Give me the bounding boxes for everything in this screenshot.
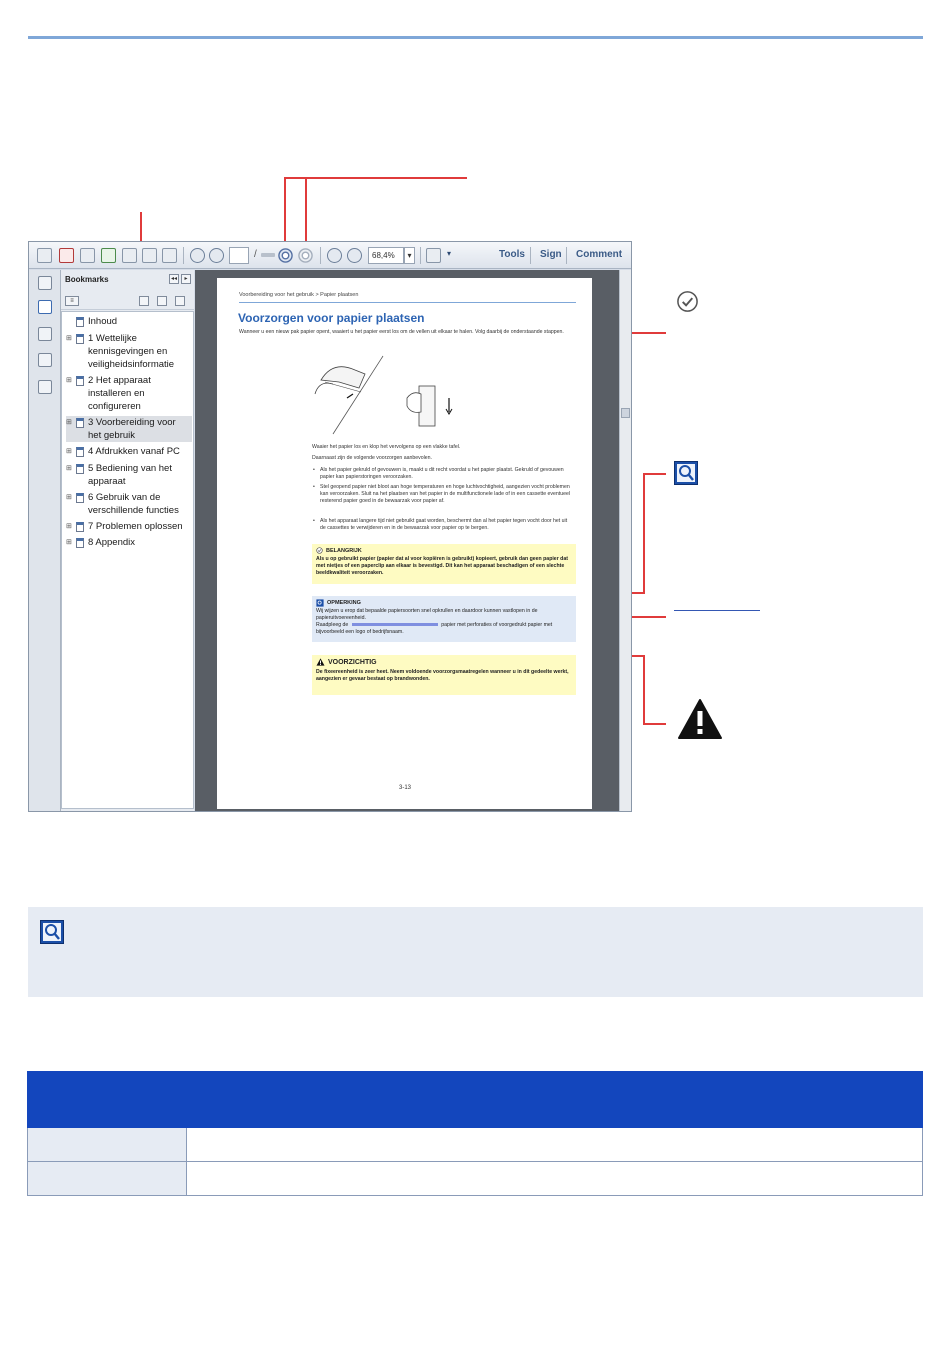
note-icon	[40, 920, 64, 944]
bookmark-page-icon	[76, 522, 84, 532]
bookmark-page-icon	[76, 334, 84, 344]
note-bar	[28, 907, 923, 997]
note-reference	[316, 622, 572, 636]
table-header-row	[28, 1072, 923, 1128]
table-cell	[28, 1128, 187, 1162]
note-icon	[316, 599, 324, 607]
expand-icon[interactable]: ⊞	[66, 465, 72, 472]
bookmark-label: 3 Voorbereiding voor het gebruik	[88, 417, 176, 441]
viewer-toolbar	[29, 242, 631, 269]
recommend-text: Daarnaast zijn de volgende voorzorgen aanbevolen.	[312, 455, 432, 461]
bookmarks-toolbar	[61, 292, 194, 310]
note-text: Wij wijzen u erop dat bepaalde papiersoorten snel opkrullen en daardoor kunnen vastlopen in de papieruitvoereenheid.	[316, 608, 538, 621]
table-cell	[28, 1162, 187, 1196]
email-icon[interactable]	[162, 248, 177, 263]
options-icon[interactable]: ≡	[65, 296, 79, 306]
bookmark-label: 1 Wettelijke kennisgevingen en veiligheidsinformatie	[88, 333, 175, 370]
page-title: Voorzorgen voor papier plaatsen	[238, 311, 425, 325]
callout-nav-left	[284, 177, 286, 247]
bookmark-page-icon	[76, 538, 84, 548]
callout-nav-right	[305, 177, 307, 247]
bookmark-label: 7 Problemen oplossen	[88, 521, 183, 532]
table-cell	[187, 1162, 923, 1196]
bookmarks-panel	[61, 270, 194, 811]
vertical-scrollbar[interactable]	[619, 270, 631, 811]
save-icon[interactable]	[122, 248, 137, 263]
table-header-cell	[28, 1072, 187, 1128]
forward-view-icon[interactable]	[298, 248, 313, 263]
bookmark-item-6[interactable]	[66, 491, 192, 517]
table-row	[28, 1128, 923, 1162]
bookmark-page-icon	[76, 376, 84, 386]
expand-icon[interactable]: ⊞	[66, 494, 72, 501]
page-intro: Wanneer u een nieuw pak papier opent, waaiert u het papier eerst los om de vellen uit elkaar te halen. Volg daarbij de onderstaande stappen.	[239, 329, 564, 335]
delete-bookmark-icon[interactable]	[139, 296, 149, 306]
bookmark-label: 5 Bediening van het apparaat	[88, 463, 172, 487]
bullet-item: • Stel geopend papier niet bloot aan hoge temperaturen en hoge luchtvochtigheid, aangezien vocht problemen kan veroorzaken. Sluit na het plaatsen van het papier in de multifunctionele lade of in een cassette eventueel resterend papier goed in de bewaarzak voor papier af.	[320, 484, 574, 505]
edit-icon[interactable]	[80, 248, 95, 263]
document-page	[217, 278, 592, 809]
bookmarks-icon[interactable]	[38, 300, 52, 314]
sign-tab[interactable]: Sign	[540, 249, 562, 260]
callout-nav-top	[284, 177, 467, 179]
panel-menu-icon[interactable]: ▸	[181, 274, 191, 284]
zoom-in-icon[interactable]	[347, 248, 362, 263]
zoom-input[interactable]: 68,4%	[368, 247, 404, 264]
link-example	[674, 610, 760, 611]
note-ref-suffix: papier met perforaties of voorgedrukt papier met bijvoorbeeld een logo of bedrijfsnaam.	[316, 622, 553, 635]
bookmark-list	[61, 311, 194, 809]
bookmark-item-2[interactable]	[66, 374, 192, 413]
table-row	[28, 1162, 923, 1196]
attachments-icon[interactable]	[38, 327, 52, 341]
bullet-item: • Als het apparaat langere tijd niet gebruikt gaat worden, beschermt dan al het papier tegen vocht door het uit de cassettes te verwijderen en in de bewaarzak voor papier op te bergen.	[320, 518, 574, 532]
pdf-viewer-window	[28, 241, 632, 812]
page-thumbnails-icon[interactable]	[38, 276, 52, 290]
check-circle-icon	[676, 290, 699, 313]
important-box	[312, 544, 576, 584]
note-ref-prefix: Raadpleeg de	[316, 622, 349, 628]
toolbar-separator	[183, 247, 184, 264]
bookmark-page-icon	[76, 493, 84, 503]
toolbar-separator	[420, 247, 421, 264]
toolbar-separator	[530, 247, 531, 264]
expand-icon[interactable]: ⊞	[66, 377, 72, 384]
bookmark-item-3[interactable]	[66, 416, 192, 442]
navigation-icon-strip	[29, 270, 61, 811]
layers-icon[interactable]	[38, 353, 52, 367]
toolbar-separator	[320, 247, 321, 264]
caution-heading	[316, 658, 377, 666]
page-rule	[239, 302, 576, 303]
bookmarks-title: Bookmarks	[65, 275, 109, 284]
expand-icon[interactable]: ⊞	[66, 419, 72, 426]
document-view	[195, 270, 631, 811]
bookmark-item-7[interactable]	[66, 520, 192, 533]
more-tools-chevron[interactable]: ▾	[447, 249, 452, 258]
bookmark-label: 2 Het apparaat installeren en configureren	[88, 375, 151, 412]
bookmark-from-page-icon[interactable]	[175, 296, 185, 306]
caution-box	[312, 655, 576, 695]
check-circle-icon	[316, 547, 323, 554]
expand-icon[interactable]: ⊞	[66, 523, 72, 530]
back-view-icon[interactable]	[278, 248, 293, 263]
bookmark-page-icon	[76, 447, 84, 457]
zoom-dropdown[interactable]: ▾	[404, 247, 415, 264]
callout-caution-v	[643, 655, 645, 725]
top-divider	[28, 36, 923, 39]
bookmark-item-5[interactable]	[66, 462, 192, 488]
collapse-panel-icon[interactable]: ◂◂	[170, 276, 178, 282]
callout-caution-bottom	[643, 723, 666, 725]
note-icon	[674, 461, 698, 485]
bullet-item: • Als het papier gekruld of gevouwen is, maakt u dit recht voordat u het papier plaatst. Gekruld of gevouwen papier kan papierstoringen veroorzaken.	[320, 467, 574, 481]
warning-icon	[677, 698, 723, 740]
bookmark-page-icon	[76, 464, 84, 474]
tools-tab[interactable]: Tools	[499, 249, 525, 260]
note-label: OPMERKING	[327, 600, 361, 606]
export-icon[interactable]	[59, 248, 74, 263]
create-icon[interactable]	[37, 248, 52, 263]
print-icon[interactable]	[142, 248, 157, 263]
paper-fanning-illustration	[313, 354, 465, 436]
page-separator: /	[254, 249, 257, 260]
caution-text: De fixeereenheid is zeer heet. Neem voldoende voorzorgsmaatregelen wanneer u in dit gedeelte werkt, aangezien er gevaar bestaat op brandwonden.	[316, 669, 569, 682]
scroll-thumb[interactable]	[621, 408, 630, 418]
bookmark-page-icon	[76, 317, 84, 327]
page-number: 3-13	[399, 785, 412, 791]
prev-page-icon[interactable]	[190, 248, 205, 263]
bookmark-label: 4 Afdrukken vanaf PC	[88, 446, 180, 457]
bookmark-item-1[interactable]	[66, 332, 192, 371]
conventions-table	[27, 1071, 923, 1196]
bookmark-item-8[interactable]	[66, 536, 192, 549]
table-cell	[187, 1128, 923, 1162]
reference-link[interactable]	[352, 623, 438, 626]
table-header-cell	[187, 1072, 923, 1128]
bookmark-label: Inhoud	[88, 316, 118, 327]
expand-icon[interactable]: ⊞	[66, 335, 72, 342]
callout-note-v	[643, 473, 645, 594]
page-number-input[interactable]	[229, 247, 249, 264]
important-label: BELANGRIJK	[326, 547, 362, 554]
figure-caption: Waaier het papier los en klop het vervolgens op een vlakke tafel.	[312, 444, 461, 450]
caution-label: VOORZICHTIG	[328, 658, 377, 666]
page-breadcrumb: Voorbereiding voor het gebruik > Papier plaatsen	[239, 292, 359, 298]
toolbar-separator	[566, 247, 567, 264]
bookmark-label: 8 Appendix	[88, 537, 136, 548]
upload-icon[interactable]	[101, 248, 116, 263]
important-heading	[316, 547, 362, 554]
bookmark-item-inhoud[interactable]	[66, 315, 192, 328]
callout-note-top	[643, 473, 666, 475]
comment-tab[interactable]: Comment	[576, 249, 623, 260]
important-text: Als u op gebruikt papier (papier dat al voor kopiëren is gebruikt) kopieert, gebruik dan geen papier dat met nietjes of een paperclip aan elkaar is bevestigd. Dit kan het apparaat beschadigen of een slechte beeldkwaliteit veroorzaken.	[316, 556, 568, 576]
note-box	[312, 596, 576, 642]
warning-icon	[316, 658, 325, 666]
bookmark-page-icon	[76, 418, 84, 428]
note-heading	[316, 599, 361, 607]
next-page-icon[interactable]	[209, 248, 224, 263]
bookmarks-header	[61, 270, 194, 290]
zoom-out-icon[interactable]	[327, 248, 342, 263]
bookmark-item-4[interactable]	[66, 445, 192, 458]
bookmark-label: 6 Gebruik van de verschillende functies	[88, 492, 179, 516]
new-bookmark-icon[interactable]	[157, 296, 167, 306]
expand-icon[interactable]: ⊞	[66, 448, 72, 455]
fit-page-icon[interactable]	[426, 248, 441, 263]
page-count-placeholder	[261, 253, 275, 257]
signatures-icon[interactable]	[38, 380, 52, 394]
expand-icon[interactable]: ⊞	[66, 539, 72, 546]
